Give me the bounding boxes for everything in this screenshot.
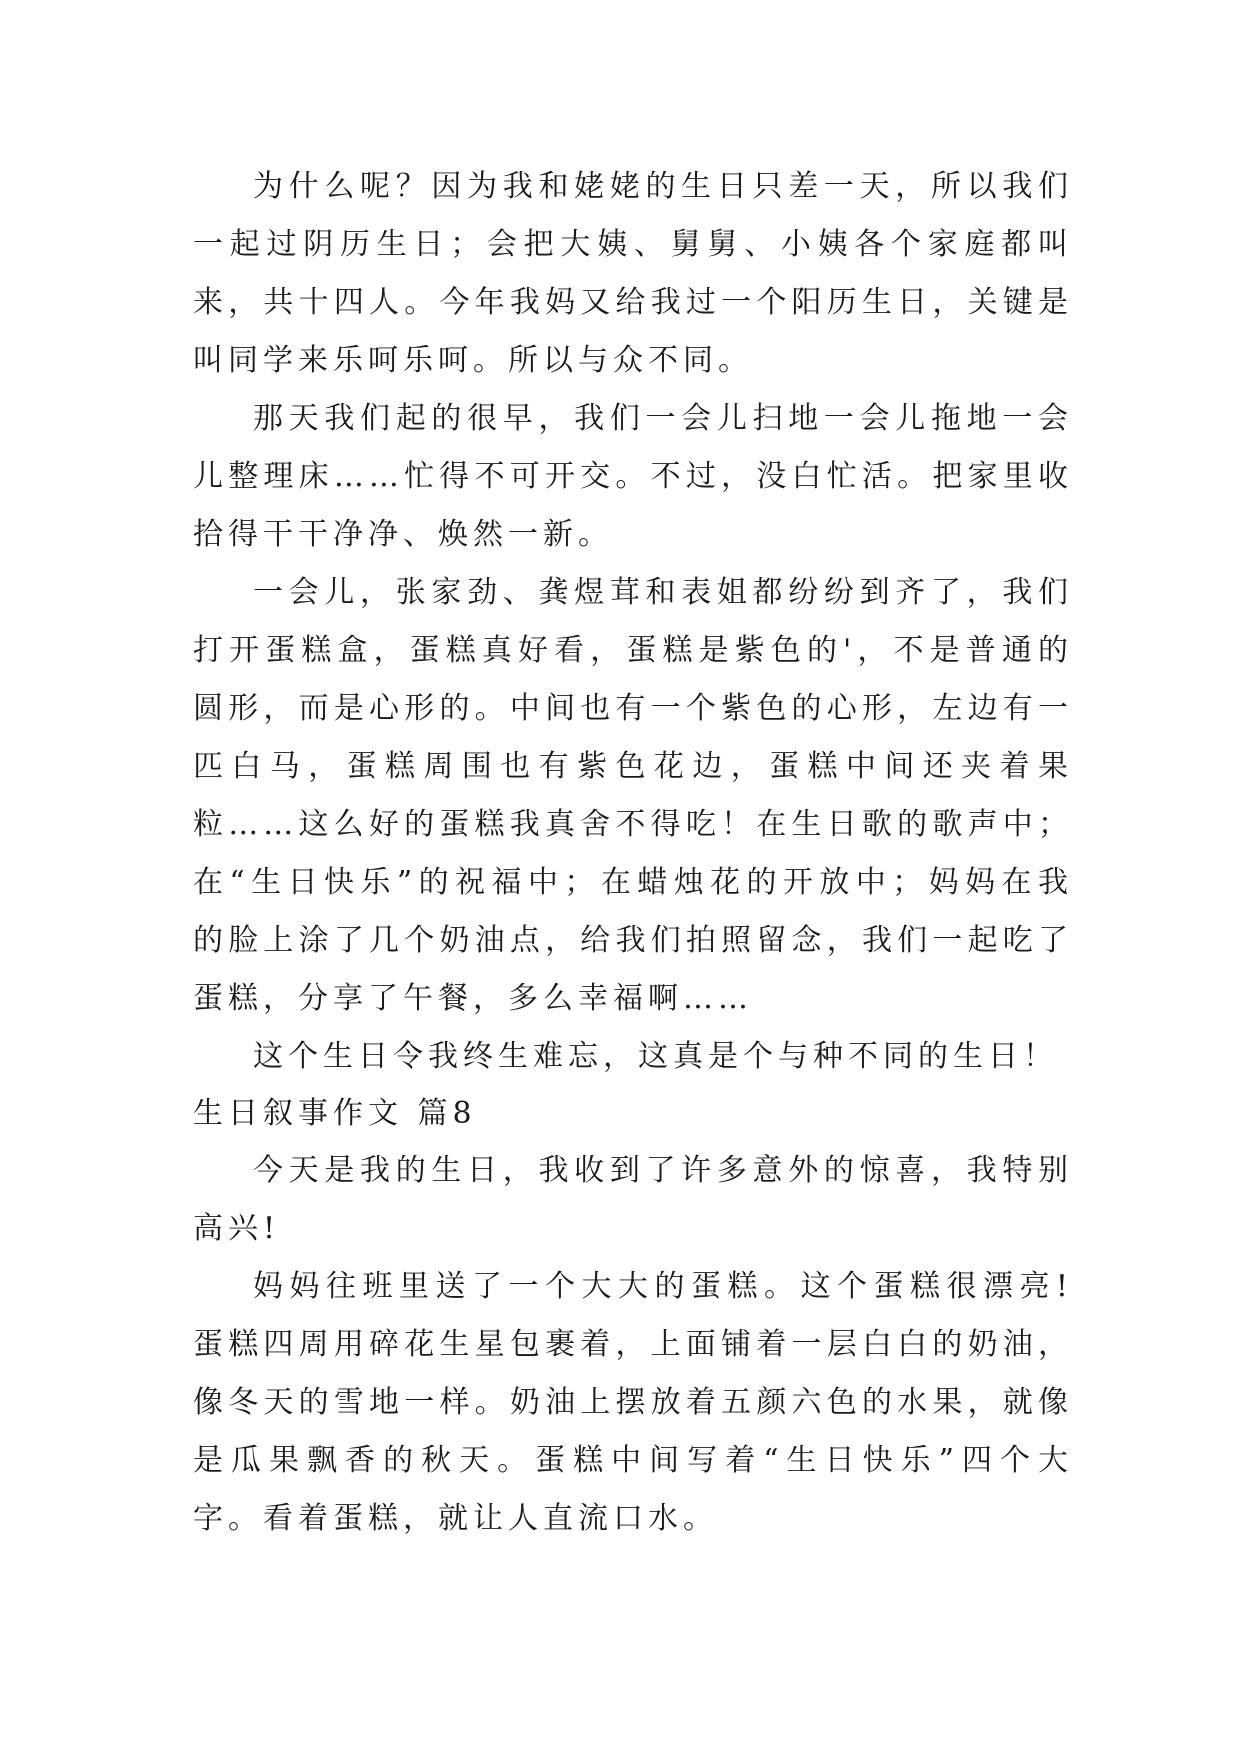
paragraph-3: 一会儿，张家劲、龚煜茸和表姐都纷纷到齐了，我们打开蛋糕盒，蛋糕真好看，蛋糕是紫色的'，不是普通的圆形，而是心形的。中间也有一个紫色的心形，左边有一匹白马，蛋糕周围也有紫色花边，蛋糕中间还夹着果粒……这么好的蛋糕我真舍不得吃！在生日歌的歌声中；在“生日快乐”的祝福中；在蜡烛花的开放中；妈妈在我的脸上涂了几个奶油点，给我们拍照留念，我们一起吃了蛋糕，分享了午餐，多么幸福啊…… — [193, 575, 1073, 1016]
paragraph-2: 那天我们起的很早，我们一会儿扫地一会儿拖地一会儿整理床……忙得不可开交。不过，没白忙活。把家里收拾得干干净净、焕然一新。 — [193, 401, 1073, 552]
paragraph-6: 妈妈往班里送了一个大大的蛋糕。这个蛋糕很漂亮!蛋糕四周用碎花生星包裹着，上面铺着一层白白的奶油，像冬天的雪地一样。奶油上摆放着五颜六色的水果，就像是瓜果飘香的秋天。蛋糕中间写着“生日快乐”四个大字。看着蛋糕，就让人直流口水。 — [193, 1269, 1073, 1536]
document-body — [193, 158, 1073, 1548]
section-heading: 生日叙事作文 篇8 — [193, 1096, 477, 1131]
paragraph-1: 为什么呢？因为我和姥姥的生日只差一天，所以我们一起过阴历生日；会把大姨、舅舅、小姨各个家庭都叫来，共十四人。今年我妈又给我过一个阳历生日，关键是叫同学来乐呵乐呵。所以与众不同。 — [193, 169, 1073, 378]
paragraph-4: 这个生日令我终生难忘，这真是个与种不同的生日！ — [253, 1039, 1058, 1074]
paragraph-5: 今天是我的生日，我收到了许多意外的惊喜，我特别高兴! — [193, 1153, 1073, 1246]
